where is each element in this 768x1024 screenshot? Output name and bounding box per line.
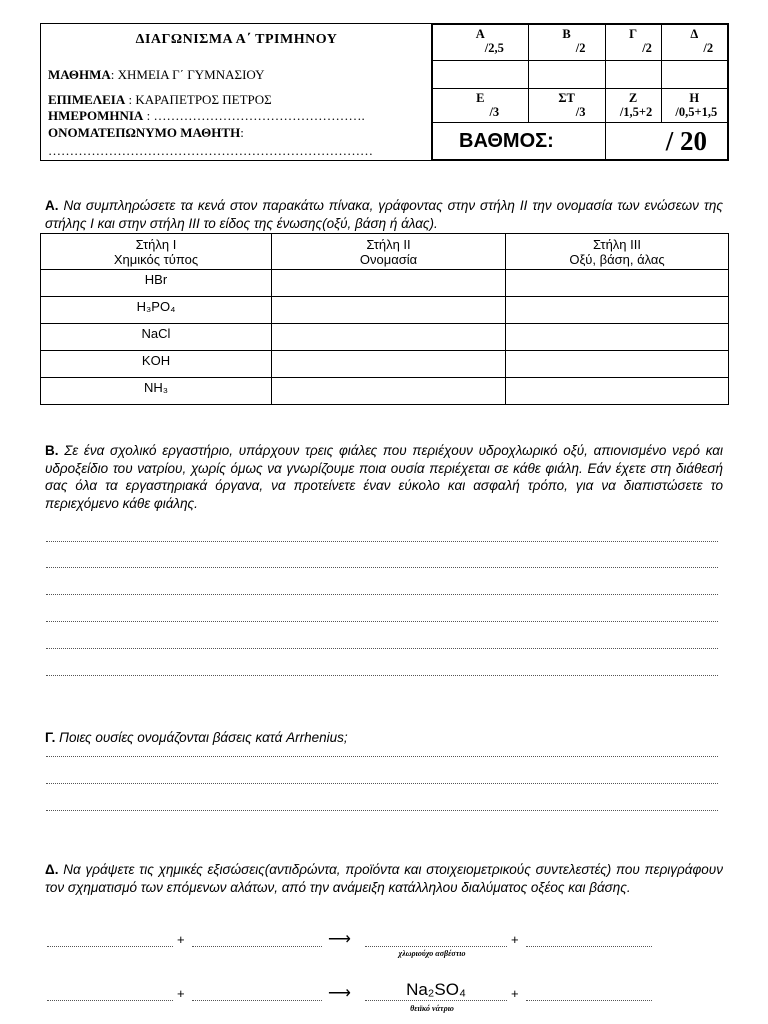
eq2-base-blank[interactable]	[192, 1000, 322, 1001]
table-row	[41, 270, 729, 297]
eq1-plus: +	[511, 932, 519, 947]
score-box-d[interactable]	[661, 61, 727, 89]
table-header-row	[41, 234, 729, 270]
name-answer-cell[interactable]	[272, 351, 506, 378]
grade-table	[432, 24, 728, 160]
grade-cell-a: Α /2,5	[433, 25, 529, 61]
column-1-header: Στήλη Ι Χημικός τύπος	[41, 234, 272, 270]
answer-line-b[interactable]	[46, 567, 718, 568]
editor-line	[48, 92, 272, 108]
name-answer-cell[interactable]	[272, 297, 506, 324]
eq2-plus: +	[177, 986, 185, 1001]
grade-total[interactable]: / 20	[605, 123, 727, 160]
question-b	[45, 442, 723, 512]
date-label: ΗΜΕΡΟΜΗΝΙΑ	[48, 108, 144, 123]
eq2-plus: +	[511, 986, 519, 1001]
question-a-letter: Α.	[45, 198, 59, 213]
student-name-label: ΟΝΟΜΑΤΕΠΩΝΥΜΟ ΜΑΘΗΤΗ	[48, 125, 241, 140]
grade-cell-st: ΣΤ /3	[528, 89, 605, 123]
eq2-salt-caption: θειϊκό νάτριο	[410, 1004, 454, 1013]
type-answer-cell[interactable]	[506, 297, 729, 324]
eq2-arrow: ⟶	[328, 985, 351, 1002]
date-line[interactable]	[48, 108, 365, 124]
eq1-salt-blank[interactable]	[365, 946, 507, 947]
question-c-letter: Γ.	[45, 730, 56, 745]
eq2-acid-blank[interactable]	[47, 1000, 173, 1001]
subject-value: : ΧΗΜΕΙΑ Γ΄ ΓΥΜΝΑΣΙΟΥ	[110, 67, 265, 82]
question-b-text: Σε ένα σχολικό εργαστήριο, υπάρχουν τρεις φιάλες που περιέχουν υδροχλωρικό οξύ, απιονισμένο νερό και υδροξείδιο του νατρίου, χωρίς όμως να γνωρίζουμε ποια ουσία περιέχεται σε κάθε φιάλη. Εάν έχετε στη διάθεσή σας όλα τα εργαστηριακά όργανα, να προτείνετε έναν εύκολο και ασφαλή τρόπο, για να διαπιστώσετε το περιεχόμενο κάθε φιάλης.	[45, 443, 723, 511]
formula-cell: H₃PO₄	[41, 297, 272, 324]
table-row	[41, 378, 729, 405]
question-c-text: Ποιες ουσίες ονομάζονται βάσεις κατά Arrhenius;	[59, 730, 348, 745]
question-d-text: Να γράψετε τις χημικές εξισώσεις(αντιδρώντα, προϊόντα και στοιχειομετρικούς συντελεστές) που περιγράφουν τον σχηματισμό των επόμενων αλάτων, από την ανάμειξη κατάλληλου διαλύματος οξέος και βάσης.	[45, 862, 723, 895]
grade-cell-z: Ζ /1,5+2	[605, 89, 661, 123]
student-name-colon: :	[240, 125, 244, 140]
question-b-letter: Β.	[45, 443, 59, 458]
grade-cell-d: Δ /2	[661, 25, 727, 61]
name-answer-cell[interactable]	[272, 378, 506, 405]
eq2-water-blank[interactable]	[526, 1000, 652, 1001]
compounds-table	[40, 233, 729, 405]
answer-line-c[interactable]	[46, 810, 718, 811]
editor-label: ΕΠΙΜΕΛΕΙΑ	[48, 92, 126, 107]
type-answer-cell[interactable]	[506, 378, 729, 405]
answer-line-b[interactable]	[46, 621, 718, 622]
subject-line	[48, 67, 265, 83]
student-name-field[interactable]: …………………………………………………………………	[48, 143, 373, 158]
name-answer-cell[interactable]	[272, 270, 506, 297]
score-box-a[interactable]	[433, 61, 529, 89]
table-row	[41, 297, 729, 324]
table-row	[41, 324, 729, 351]
eq1-base-blank[interactable]	[192, 946, 322, 947]
subject-label: ΜΑΘΗΜΑ	[48, 67, 111, 82]
grade-cell-e: Ε /3	[433, 89, 529, 123]
eq2-salt-formula: Na₂SO₄	[406, 980, 466, 999]
type-answer-cell[interactable]	[506, 351, 729, 378]
exam-title: ΔΙΑΓΩΝΙΣΜΑ Α΄ ΤΡΙΜΗΝΟΥ	[135, 32, 338, 47]
student-name-line	[48, 125, 244, 141]
column-2-header: Στήλη ΙΙ Ονομασία	[272, 234, 506, 270]
eq1-salt-caption: χλωριούχο ασβέστιο	[398, 949, 466, 958]
type-answer-cell[interactable]	[506, 270, 729, 297]
grade-label: ΒΑΘΜΟΣ:	[433, 123, 606, 160]
formula-cell: HBr	[41, 270, 272, 297]
eq2-salt-line	[365, 1000, 507, 1001]
answer-line-c[interactable]	[46, 756, 718, 757]
answer-line-b[interactable]	[46, 648, 718, 649]
question-d	[45, 861, 723, 896]
answer-line-c[interactable]	[46, 783, 718, 784]
exam-header	[40, 23, 729, 161]
answer-line-b[interactable]	[46, 541, 718, 542]
eq1-water-blank[interactable]	[526, 946, 652, 947]
question-c	[45, 729, 723, 747]
grade-cell-h: Η /0,5+1,5	[661, 89, 727, 123]
editor-value: : ΚΑΡΑΠΕΤΡΟΣ ΠΕΤΡΟΣ	[125, 92, 272, 107]
formula-cell: NH₃	[41, 378, 272, 405]
eq1-plus: +	[177, 932, 185, 947]
question-a-text: Να συμπληρώσετε τα κενά στον παρακάτω πίνακα, γράφοντας στην στήλη ΙΙ την ονομασία των ενώσεων της στήλης Ι και στην στήλη ΙΙΙ το είδος της ένωσης(οξύ, βάση ή άλας).	[45, 198, 723, 231]
formula-cell: KOH	[41, 351, 272, 378]
question-d-letter: Δ.	[45, 862, 59, 877]
formula-cell: NaCl	[41, 324, 272, 351]
exam-info	[41, 24, 432, 160]
table-row	[41, 351, 729, 378]
question-a	[45, 197, 723, 232]
eq1-arrow: ⟶	[328, 931, 351, 948]
name-answer-cell[interactable]	[272, 324, 506, 351]
answer-line-b[interactable]	[46, 675, 718, 676]
type-answer-cell[interactable]	[506, 324, 729, 351]
grade-cell-b: Β /2	[528, 25, 605, 61]
answer-line-b[interactable]	[46, 594, 718, 595]
grade-cell-c: Γ /2	[605, 25, 661, 61]
eq1-acid-blank[interactable]	[47, 946, 173, 947]
score-box-b[interactable]	[528, 61, 605, 89]
date-field[interactable]: : ………………………………………….	[143, 108, 365, 123]
column-3-header: Στήλη ΙΙΙ Οξύ, βάση, άλας	[506, 234, 729, 270]
score-box-c[interactable]	[605, 61, 661, 89]
